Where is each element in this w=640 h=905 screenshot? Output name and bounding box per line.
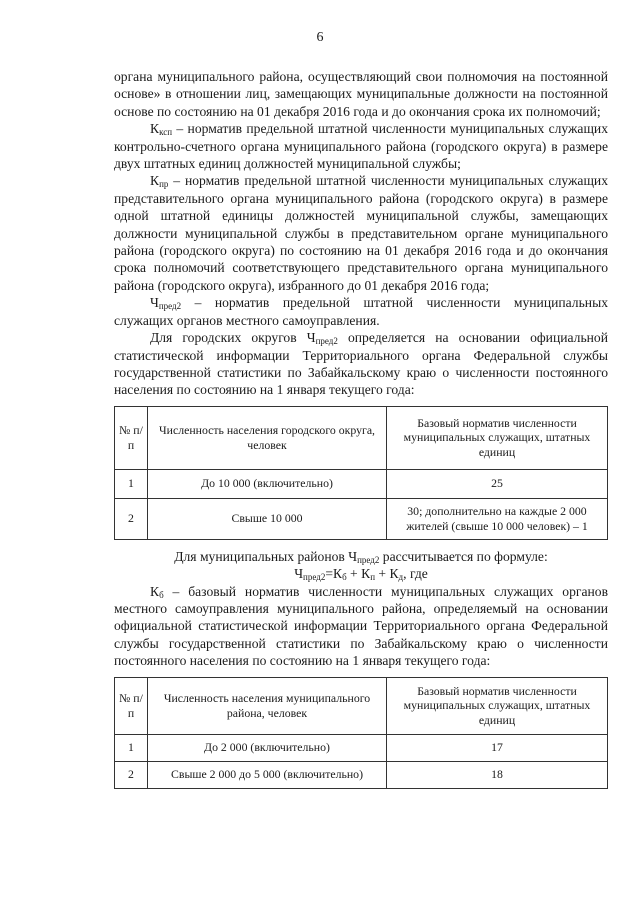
table-row [115, 734, 608, 761]
header-cell: № п/п [115, 406, 148, 469]
formula: $Ч_{пред2}=К_б + К_п + К_д$, где [294, 566, 428, 583]
table-cell: 1 [115, 469, 148, 498]
table-header-row [115, 406, 608, 469]
table-row [115, 761, 608, 788]
header-cell: Базовый норматив численности муниципальных служащих, штатных единиц [387, 406, 608, 469]
header-cell: Численность населения муниципального района, человек [148, 677, 387, 734]
table-cell: 25 [387, 469, 608, 498]
paragraph-municipal-districts: Для муниципальных районов $Ч_{пред2}$ рассчитывается по формуле: [174, 548, 548, 565]
paragraph-continuation: органа муниципального района, осуществляющий свои полномочия на постоянной основе» в отношении лиц, замещающих муниципальные должности на постоянной основе по состоянию на 01 декабря 2016 года и до окончания срока их полномочий; [114, 69, 608, 119]
paragraph-kksp: $К_{ксп}$ – норматив предельной штатной численности муниципальных служащих контрольно-счетного органа муниципального района (городского округа) в размере двух штатных единиц должностей муниципальной службы; [114, 121, 608, 172]
paragraph-city-districts: Для городских округов $Ч_{пред2}$ определяется на основании официальной статистической информации Территориального органа Федеральной службы государственной статистики по Забайкальскому краю о численности постоянного населения по состоянию на 1 января текущего года: [114, 330, 608, 398]
table-cell: До 10 000 (включительно) [148, 469, 387, 498]
table-row [115, 469, 608, 498]
document-body [114, 68, 608, 797]
table-header-row [115, 677, 608, 734]
table-cell: 2 [115, 498, 148, 539]
header-cell: Базовый норматив численности муниципальных служащих, штатных единиц [387, 677, 608, 734]
table-cell: Свыше 10 000 [148, 498, 387, 539]
table-row [115, 498, 608, 539]
table-cell: 18 [387, 761, 608, 788]
paragraph-chpred2: $Ч_{пред2}$ – норматив предельной штатной численности муниципальных служащих органов местного самоуправления. [114, 295, 608, 328]
paragraph-kb: $К_б$ – базовый норматив численности муниципальных служащих органов местного самоуправления муниципального района, определяемый на основании официальной статистической информации Территориального органа Федеральной службы государственной статистики по Забайкальскому краю о численности постоянного населения по состоянию на 1 января текущего года: [114, 583, 608, 669]
page-number: 6 [316, 30, 324, 45]
table-city-districts [114, 406, 608, 540]
table-cell: 17 [387, 734, 608, 761]
header-cell: Численность населения городского округа, человек [148, 406, 387, 469]
table-municipal-districts [114, 677, 608, 789]
table-cell: 30; дополнительно на каждые 2 000 жителей (свыше 10 000 человек) – 1 [387, 498, 608, 539]
table-cell: 1 [115, 734, 148, 761]
header-cell: № п/п [115, 677, 148, 734]
paragraph-kpr: $К_{пр}$ – норматив предельной штатной численности муниципальных служащих представительного органа муниципального района (городского округа) в размере одной штатной единицы должностей муниципальной службы, замещающих должности муниципальной службы в представительном органе муниципального района (городского округа) по состоянию на 01 декабря 2016 года и до окончания срока полномочий соответствующего представительного органа муниципального района (городского округа), избранного до 01 декабря 2016 года; [114, 173, 608, 293]
table-cell: 2 [115, 761, 148, 788]
table-cell: До 2 000 (включительно) [148, 734, 387, 761]
table-cell: Свыше 2 000 до 5 000 (включительно) [148, 761, 387, 788]
